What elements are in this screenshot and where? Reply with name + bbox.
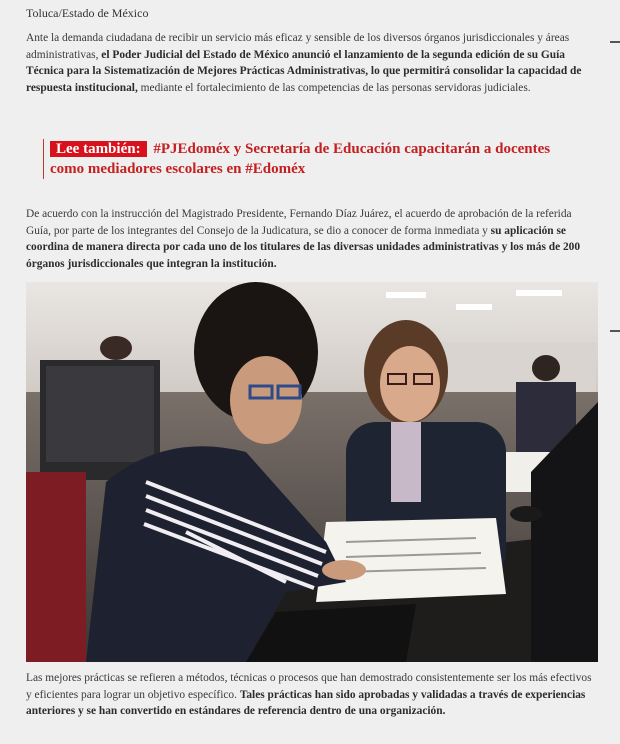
paragraph-instruction-bold: su aplicación se coordina de manera directa por cada uno de los titulares de las diversas unidades administrativas y los más de 200 órganos jurisdiccionales que integran la institución. (26, 224, 581, 270)
article-photo (26, 282, 598, 662)
paragraph-intro-tail: mediante el fortalecimiento de las competencias de las personas servidoras judiciales. (137, 81, 531, 94)
paragraph-best-practices-lead: Las mejores prácticas se refieren a métodos, técnicas o procesos que han demostrado consistentemente ser los más efectivos y eficientes para lograr un objetivo específico. (26, 672, 592, 701)
read-also-tag: Lee también: (50, 141, 147, 157)
paragraph-best-practices (26, 670, 598, 720)
side-divider-bottom (610, 330, 620, 332)
paragraph-best-practices-bold: Tales prácticas han sido aprobadas y validadas a través de experiencias anteriores y se han convertido en estándares de referencia dentro de una organización. (26, 688, 586, 717)
side-divider-top (610, 41, 620, 43)
related-article-link[interactable]: #PJEdoméx y Secretaría de Educación capacitarán a docentes como mediadores escolares en #Edoméx (50, 141, 551, 177)
paragraph-intro-bold: el Poder Judicial del Estado de México anunció el lanzamiento de la segunda edición de su Guía Técnica para la Sistematización de Mejores Prácticas Administrativas, lo que permitirá consolidar la capacidad de respuesta institucional, (26, 48, 582, 94)
office-photo-illustration (26, 282, 598, 662)
paragraph-intro (26, 30, 598, 96)
paragraph-instruction (26, 206, 598, 272)
dateline: Toluca/Estado de México (26, 6, 149, 20)
related-article-box (43, 139, 570, 179)
paragraph-intro-lead: Ante la demanda ciudadana de recibir un servicio más eficaz y sensible de los diversos órganos jurisdiccionales y áreas administrativas, (26, 32, 570, 61)
paragraph-instruction-lead: De acuerdo con la instrucción del Magistrado Presidente, Fernando Díaz Juárez, el acuerdo de aprobación de la referida Guía, por parte de los integrantes del Consejo de la Judicatura, se dio a conocer de forma inmediata y (26, 208, 572, 237)
